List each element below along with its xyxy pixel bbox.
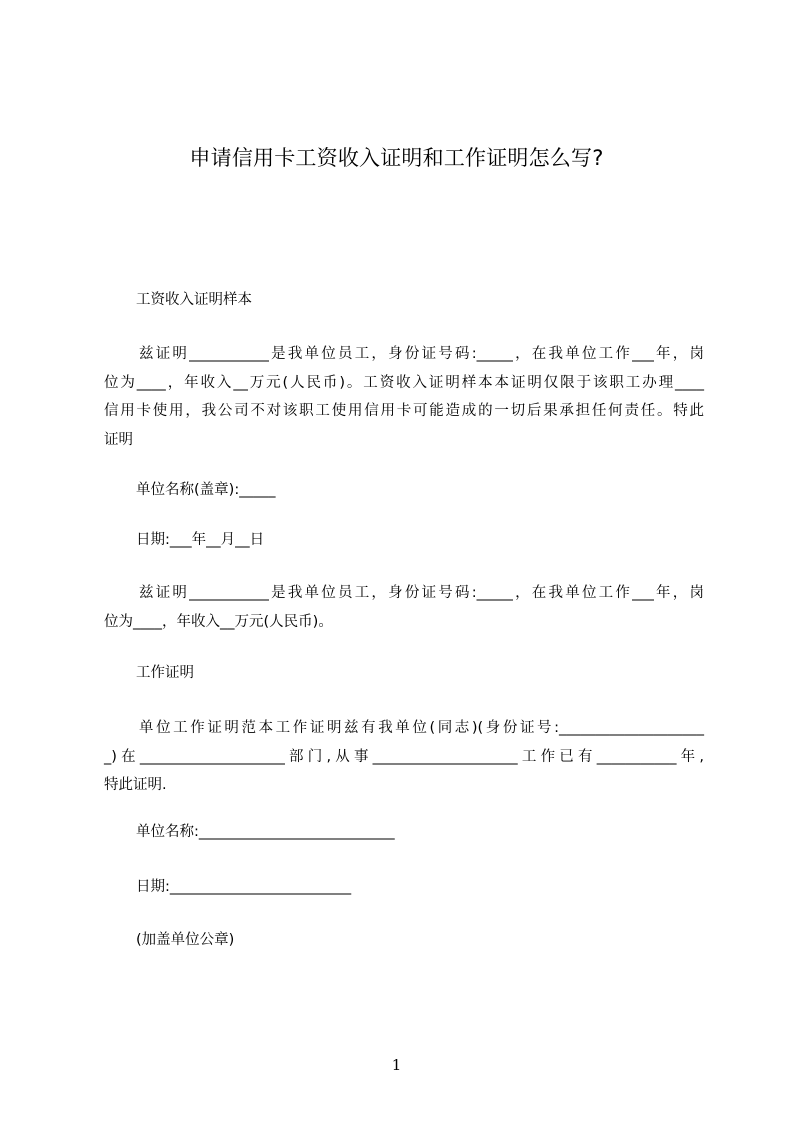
salary-paragraph-line-2: 位为____，年收入__万元(人民币)。工资收入证明样本本证明仅限于该职工办理____ bbox=[104, 374, 704, 391]
employment-paragraph-line-3: 特此证明. bbox=[104, 777, 167, 793]
salary-paragraph-line-4: 证明 bbox=[104, 431, 133, 448]
paragraph2-line-1: 兹证明___________是我单位员工，身份证号码:_____，在我单位工作___年，岗 bbox=[139, 585, 704, 601]
employment-certificate-paragraph bbox=[104, 714, 704, 800]
employment-paragraph-line-1: 单位工作证明范本工作证明兹有我单位(同志)(身份证号:____________________ bbox=[139, 720, 704, 736]
employment-paragraph-line-2: _)在____________________部门,从事____________________工作已有___________年, bbox=[104, 748, 704, 765]
salary-certificate-paragraph-2 bbox=[104, 579, 704, 636]
document-title: 申请信用卡工资收入证明和工作证明怎么写? bbox=[189, 146, 604, 170]
section-heading-salary: 工资收入证明样本 bbox=[136, 292, 252, 308]
paragraph2-line-2: 位为____，年收入__万元(人民币)。 bbox=[104, 613, 333, 630]
section-heading-employment: 工作证明 bbox=[136, 665, 194, 681]
unit-name-line: 单位名称:___________________________ bbox=[136, 824, 395, 840]
unit-name-seal-line: 单位名称(盖章):_____ bbox=[136, 482, 276, 498]
salary-certificate-paragraph bbox=[104, 340, 704, 454]
seal-note: (加盖单位公章) bbox=[136, 932, 235, 948]
date-line-2: 日期:_________________________ bbox=[136, 879, 352, 895]
salary-paragraph-line-3: 信用卡使用，我公司不对该职工使用信用卡可能造成的一切后果承担任何责任。特此 bbox=[104, 403, 704, 419]
salary-paragraph-line-1: 兹证明___________是我单位员工，身份证号码:_____，在我单位工作___年，岗 bbox=[139, 346, 704, 362]
date-line-1: 日期:___年__月__日 bbox=[136, 532, 265, 548]
page-number: 1 bbox=[391, 1056, 402, 1074]
